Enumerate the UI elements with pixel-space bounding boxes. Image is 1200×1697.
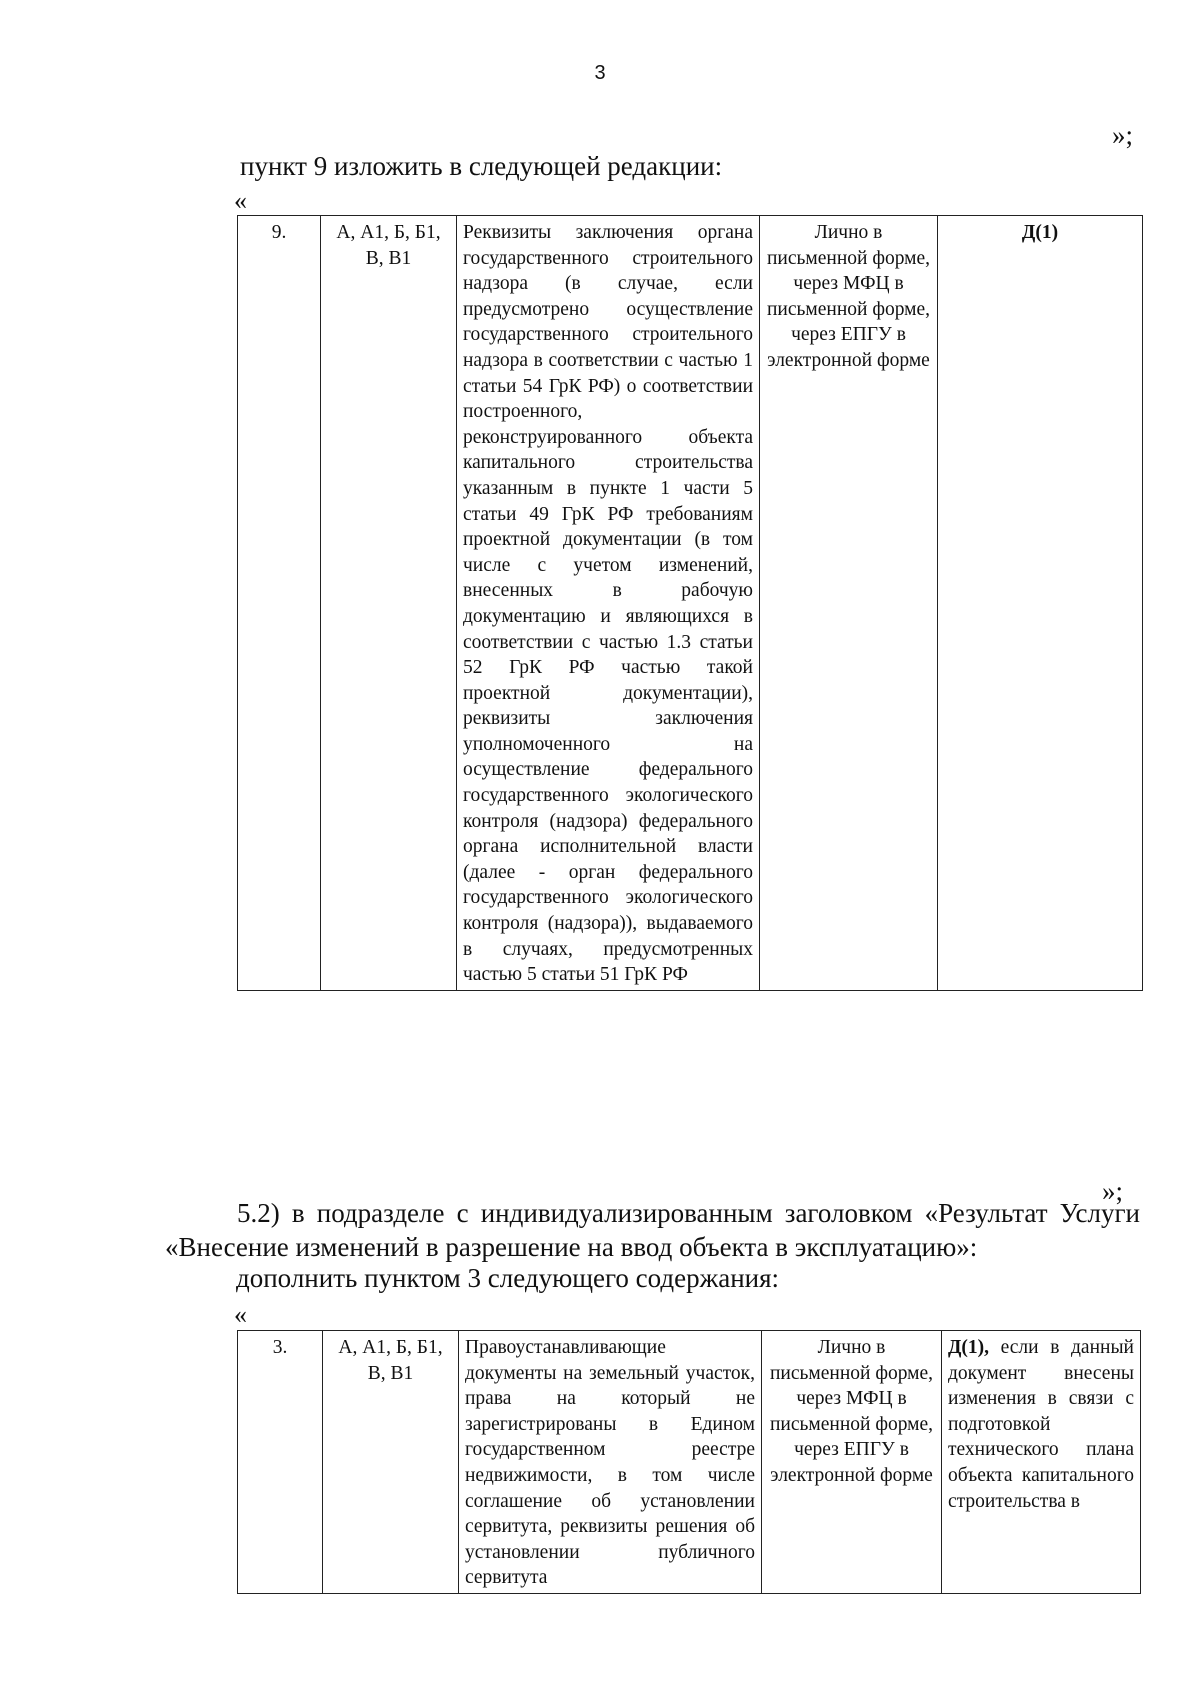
instruction-add-item-3: дополнить пунктом 3 следующего содержания: bbox=[236, 1263, 780, 1293]
amendment-paragraph-5-2: 5.2) в подразделе с индивидуализированным заголовком «Результат Услуги «Внесение изменений в разрешение на ввод объекта в эксплуатацию»: bbox=[165, 1198, 1140, 1262]
document-description: Правоустанавливающие документы на земельный участок, права на который не зарегистрированы в Едином государственном реестре недвижимости, в том числе соглашение об установлении сервитута, реквизиты решения об установлении публичного сервитута bbox=[459, 1331, 762, 1594]
requirements-table-item-3 bbox=[237, 1330, 1141, 1594]
result-condition-text: если в данный документ внесены изменения в связи с подготовкой технического плана объекта капитального строительства в bbox=[948, 1337, 1134, 1512]
closing-quote: »; bbox=[1102, 1176, 1124, 1206]
requirements-table-item-9 bbox=[237, 215, 1143, 991]
table-row bbox=[238, 1331, 1141, 1594]
result-code: Д(1) bbox=[938, 216, 1143, 991]
item-number: 3. bbox=[238, 1331, 323, 1594]
closing-quote: »; bbox=[1112, 120, 1134, 150]
applicant-codes: А, А1, Б, Б1, В, В1 bbox=[321, 216, 457, 991]
submission-method: Лично в письменной форме, через МФЦ в письменной форме, через ЕПГУ в электронной форме bbox=[762, 1331, 942, 1594]
document-description: Реквизиты заключения органа государственного строительного надзора (в случае, если предусмотрено осуществление государственного строительного надзора в соответствии с частью 1 статьи 54 ГрК РФ) о соответствии построенного, реконструированного объекта капитального строительства указанным в пункте 1 части 5 статьи 49 ГрК РФ требованиям проектной документации (в том числе с учетом изменений, внесенных в рабочую документацию и являющихся в соответствии с частью 1.3 статьи 52 ГрК РФ частью такой проектной документации), реквизиты заключения уполномоченного на осуществление федерального государственного экологического контроля (надзора) федерального органа исполнительной власти (далее - орган федерального государственного экологического контроля (надзора)), выдаваемого в случаях, предусмотренных частью 5 статьи 51 ГрК РФ bbox=[457, 216, 760, 991]
instruction-replace-item-9: пункт 9 изложить в следующей редакции: bbox=[240, 151, 723, 181]
item-number: 9. bbox=[238, 216, 321, 991]
table-row bbox=[238, 216, 1143, 991]
page-number: 3 bbox=[594, 62, 606, 84]
result-condition bbox=[942, 1331, 1141, 1594]
opening-quote: « bbox=[234, 186, 247, 215]
opening-quote: « bbox=[234, 1300, 247, 1329]
applicant-codes: А, А1, Б, Б1, В, В1 bbox=[323, 1331, 459, 1594]
submission-method: Лично в письменной форме, через МФЦ в письменной форме, через ЕПГУ в электронной форме bbox=[760, 216, 938, 991]
result-code: Д(1), bbox=[948, 1337, 990, 1358]
